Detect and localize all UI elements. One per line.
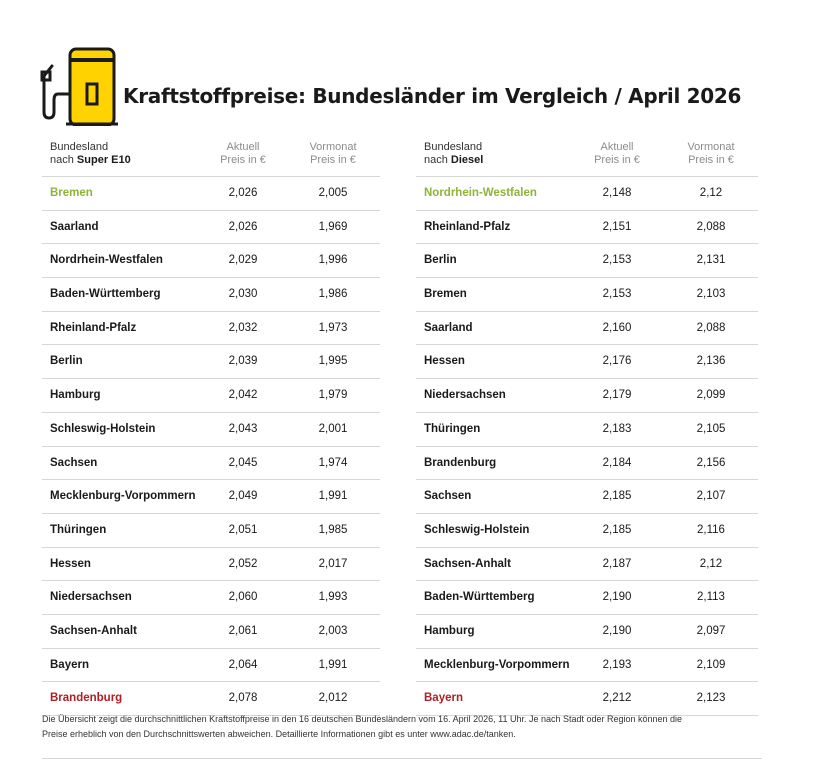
table-row <box>416 413 758 447</box>
current-price: 2,148 <box>602 187 632 199</box>
current-price: 2,187 <box>602 557 632 570</box>
prev-price: 2,099 <box>696 389 726 402</box>
current-price: 2,078 <box>228 692 258 705</box>
state-name: Hessen <box>424 355 465 368</box>
current-price: 2,026 <box>228 220 258 233</box>
prev-price: 2,131 <box>696 254 726 267</box>
prev-price: 1,985 <box>318 523 348 536</box>
current-price: 2,160 <box>602 321 632 334</box>
prev-price: 2,12 <box>699 187 723 199</box>
header-prev <box>293 141 373 167</box>
prev-price: 1,969 <box>318 220 348 233</box>
prev-price: 1,995 <box>318 355 348 368</box>
state-name: Saarland <box>424 321 473 334</box>
current-price: 2,183 <box>602 422 632 435</box>
state-name: Berlin <box>50 355 83 368</box>
current-price: 2,151 <box>602 220 632 233</box>
header-prev-line2: Preis in € <box>688 154 734 166</box>
table-row <box>42 615 380 649</box>
prev-price: 2,105 <box>696 422 726 435</box>
table-row <box>416 480 758 514</box>
prev-price: 1,986 <box>318 288 348 301</box>
table-row <box>42 447 380 481</box>
header-state-line1: Bundesland <box>50 141 109 153</box>
state-name: Thüringen <box>424 422 481 435</box>
header-state-prefix: nach <box>50 154 77 166</box>
state-name: Thüringen <box>50 523 107 536</box>
prev-price: 2,005 <box>318 187 348 199</box>
prev-price: 2,116 <box>697 523 725 536</box>
header-prev <box>671 141 751 167</box>
prev-price: 1,974 <box>318 456 348 469</box>
state-name: Mecklenburg-Vorpommern <box>50 490 196 503</box>
page-title: Kraftstoffpreise: Bundesländer im Vergleich / April 2026 <box>123 84 742 108</box>
table-row <box>416 649 758 683</box>
table-row <box>42 345 380 379</box>
prev-price: 2,103 <box>696 288 726 301</box>
table-row <box>42 278 380 312</box>
current-price: 2,153 <box>602 288 632 301</box>
current-price: 2,043 <box>228 422 258 435</box>
state-name: Schleswig-Holstein <box>424 523 530 536</box>
state-name: Rheinland-Pfalz <box>424 220 511 233</box>
table-row <box>416 278 758 312</box>
prev-price: 2,001 <box>318 422 348 435</box>
prev-price: 2,088 <box>696 321 726 334</box>
current-price: 2,153 <box>602 254 632 267</box>
header-fuel-type: Diesel <box>450 154 484 166</box>
prev-price: 2,107 <box>696 490 726 503</box>
table-row <box>416 548 758 582</box>
current-price: 2,190 <box>602 624 632 637</box>
footnote-line1: Die Übersicht zeigt die durchschnittlichen Kraftstoffpreise in den 16 deutschen Bundesländern vom 16. April 2026, 11 Uhr. Je nach Stadt oder Region können die <box>42 714 683 724</box>
header-prev-line2: Preis in € <box>310 154 356 166</box>
table-row <box>416 312 758 346</box>
state-name: Niedersachsen <box>50 591 132 604</box>
current-price: 2,051 <box>228 523 258 536</box>
prev-price: 1,973 <box>318 321 348 334</box>
header-prev-line1: Vormonat <box>687 141 735 153</box>
prev-price: 2,088 <box>696 220 726 233</box>
prev-price: 2,156 <box>696 456 726 469</box>
prev-price: 1,991 <box>318 658 348 671</box>
e10-table-body <box>42 177 380 716</box>
current-price: 2,045 <box>228 456 258 469</box>
state-name: Bremen <box>424 288 467 301</box>
prev-price: 2,136 <box>696 355 726 368</box>
current-price: 2,029 <box>228 254 258 267</box>
prev-price: 2,017 <box>318 557 348 570</box>
prev-price: 2,123 <box>696 692 726 705</box>
header-state <box>50 141 131 167</box>
state-name: Bremen <box>50 187 93 199</box>
prev-price: 1,991 <box>318 490 348 503</box>
footnote-line2: Preise erheblich von den Durchschnittswerten abweichen. Detaillierte Informationen gibt es unter www.adac.de/tanken. <box>42 729 516 739</box>
state-name: Sachsen <box>50 456 98 469</box>
table-row <box>42 413 380 447</box>
table-header <box>42 140 380 177</box>
table-row <box>416 345 758 379</box>
prev-price: 1,979 <box>318 389 348 402</box>
state-name: Brandenburg <box>424 456 497 469</box>
current-price: 2,032 <box>228 321 258 334</box>
header-state-prefix: nach <box>424 154 451 166</box>
table-row <box>416 379 758 413</box>
table-row <box>42 244 380 278</box>
header-current <box>203 141 283 167</box>
table-row <box>416 581 758 615</box>
header-prev-line1: Vormonat <box>309 141 357 153</box>
header-current-line1: Aktuell <box>600 141 634 153</box>
current-price: 2,026 <box>228 187 258 199</box>
state-name: Saarland <box>50 220 99 233</box>
fuel-pump-icon <box>40 44 120 126</box>
e10-table <box>42 140 380 716</box>
current-price: 2,061 <box>228 624 258 637</box>
state-name: Bayern <box>50 658 89 671</box>
state-name: Niedersachsen <box>424 389 506 402</box>
header-current <box>577 141 657 167</box>
prev-price: 2,113 <box>697 591 725 604</box>
table-row <box>42 581 380 615</box>
current-price: 2,193 <box>602 658 632 671</box>
table-row <box>42 649 380 683</box>
table-row <box>42 548 380 582</box>
current-price: 2,039 <box>228 355 258 368</box>
state-name: Nordrhein-Westfalen <box>50 254 163 267</box>
header-current-line2: Preis in € <box>594 154 640 166</box>
state-name: Hamburg <box>50 389 101 402</box>
table-row <box>416 615 758 649</box>
header-current-line1: Aktuell <box>226 141 260 153</box>
table-row <box>42 682 380 716</box>
table-row <box>42 514 380 548</box>
current-price: 2,042 <box>228 389 258 402</box>
state-name: Schleswig-Holstein <box>50 422 156 435</box>
state-name: Bayern <box>424 692 463 705</box>
current-price: 2,064 <box>228 658 258 671</box>
header-fuel-type: Super E10 <box>76 154 131 166</box>
state-name: Nordrhein-Westfalen <box>424 187 537 199</box>
current-price: 2,185 <box>602 523 632 536</box>
table-row <box>416 447 758 481</box>
table-row <box>416 514 758 548</box>
table-row <box>416 211 758 245</box>
table-row <box>416 177 758 211</box>
table-row <box>42 312 380 346</box>
diesel-table <box>416 140 758 716</box>
table-row <box>416 244 758 278</box>
header-state-line1: Bundesland <box>424 141 483 153</box>
header-current-line2: Preis in € <box>220 154 266 166</box>
table-row <box>416 682 758 716</box>
table-row <box>42 177 380 211</box>
current-price: 2,179 <box>602 389 632 402</box>
prev-price: 1,996 <box>318 254 348 267</box>
state-name: Sachsen-Anhalt <box>50 624 137 637</box>
table-row <box>42 480 380 514</box>
state-name: Rheinland-Pfalz <box>50 321 137 334</box>
current-price: 2,190 <box>602 591 632 604</box>
state-name: Baden-Württemberg <box>50 288 161 301</box>
prev-price: 2,097 <box>696 624 726 637</box>
state-name: Sachsen-Anhalt <box>424 557 511 570</box>
state-name: Hamburg <box>424 624 475 637</box>
prev-price: 2,109 <box>696 658 726 671</box>
current-price: 2,212 <box>602 692 632 705</box>
current-price: 2,030 <box>228 288 258 301</box>
header-state <box>424 141 483 167</box>
current-price: 2,060 <box>228 591 258 604</box>
prev-price: 1,993 <box>318 591 348 604</box>
state-name: Mecklenburg-Vorpommern <box>424 658 570 671</box>
current-price: 2,052 <box>228 557 258 570</box>
table-row <box>42 379 380 413</box>
state-name: Hessen <box>50 557 91 570</box>
current-price: 2,176 <box>602 355 632 368</box>
prev-price: 2,012 <box>318 692 348 705</box>
state-name: Berlin <box>424 254 457 267</box>
table-header <box>416 140 758 177</box>
table-row <box>42 211 380 245</box>
prev-price: 2,12 <box>699 557 723 570</box>
state-name: Brandenburg <box>50 692 123 705</box>
diesel-table-body <box>416 177 758 716</box>
prev-price: 2,003 <box>318 624 348 637</box>
footnote <box>42 712 762 742</box>
current-price: 2,185 <box>602 490 632 503</box>
current-price: 2,049 <box>228 490 258 503</box>
state-name: Baden-Württemberg <box>424 591 535 604</box>
state-name: Sachsen <box>424 490 472 503</box>
bottom-divider <box>42 758 762 759</box>
current-price: 2,184 <box>602 456 632 469</box>
